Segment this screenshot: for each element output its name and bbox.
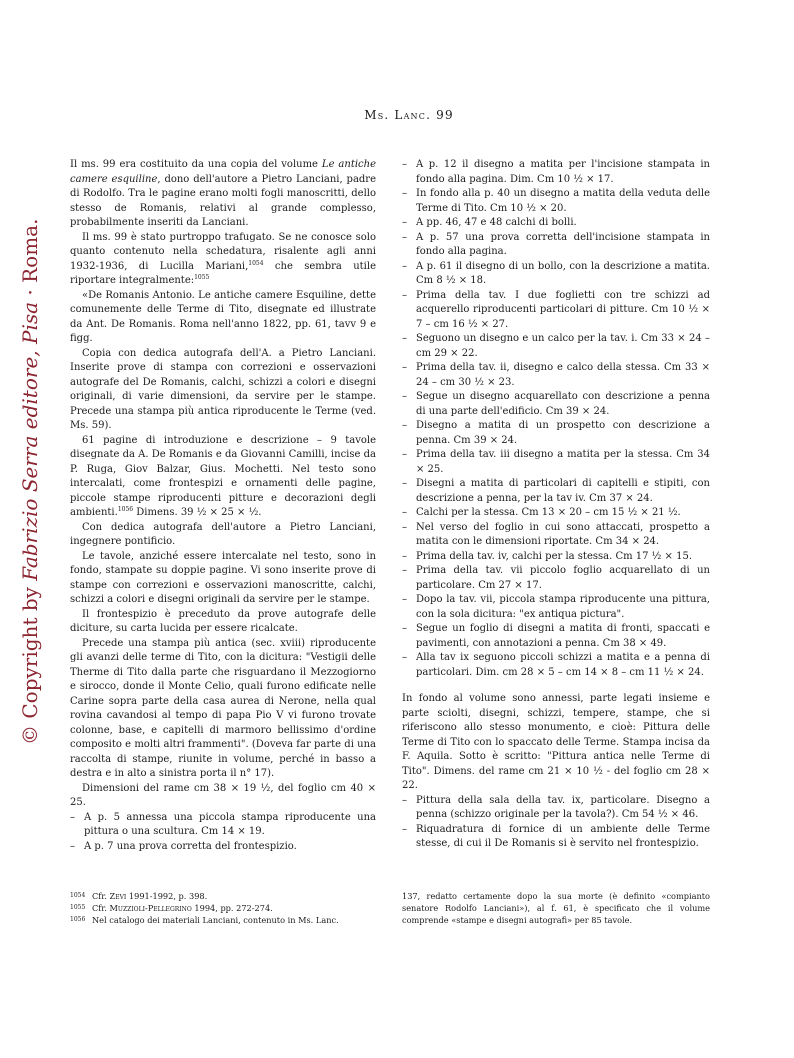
list-item: – Riquadratura di fornice di un ambiente delle Terme stesse, di cui il De Romanis si è servito nel frontespizio. <box>402 823 710 852</box>
footnote: 1055 Cfr. Muzzioli-Pellegrino 1994, pp. 272-274. <box>70 903 273 913</box>
footnote: 1054 Cfr. Zevi 1991-1992, p. 398. <box>70 891 208 901</box>
list-item: – A p. 57 una prova corretta dell'incisione stampata in fondo alla pagina. <box>402 231 710 260</box>
paragraph: Il ms. 99 era costituito da una copia del volume Le antiche camere esquiline, dono dell'autore a Pietro Lanciani, padre di Rodolfo. Tra le pagine erano molti fogli manoscritti, dello stesso de Romanis, relativi al grande complesso, probabilmente inseriti da Lanciani. <box>70 159 377 228</box>
list-item: – A p. 5 annessa una piccola stampa riproducente una pittura o una scultura. Cm 14 × 19. <box>70 811 376 840</box>
paragraph: Dimensioni del rame cm 38 × 19 ½, del foglio cm 40 × 25. <box>70 782 376 808</box>
list-item: – Prima della tav. iv, calchi per la stessa. Cm 17 ½ × 15. <box>402 550 710 565</box>
paragraph: Con dedica autografa dell'autore a Pietro Lanciani, ingegnere pontificio. <box>70 521 376 547</box>
paragraph: 61 pagine di introduzione e descrizione – 9 tavole disegnate da A. De Romanis e da Giovanni Camilli, incise da P. Ruga, Giov Balzar, Gius. Mochetti. Nel testo sono intercalati, come frontespizi e ornamenti delle pagine, piccole stampe riproducenti pitture e decorazioni degli ambienti.$^{1056}$ Dimens. 39 ½ × 25 × ½. <box>70 434 376 518</box>
list-item: – Prima della tav. ii, disegno e calco della stessa. Cm 33 × 24 – cm 30 ½ × 23. <box>402 361 710 390</box>
list-item: – Prima della tav. iii disegno a matita per la stessa. Cm 34 × 25. <box>402 448 710 477</box>
running-head <box>0 108 794 122</box>
footnote-number: 1054 <box>70 892 86 899</box>
footnote-number: 1056 <box>70 916 86 923</box>
list-item: – Prima della tav. vii piccolo foglio acquarellato di un particolare. Cm 27 × 17. <box>402 564 710 593</box>
list-item: – A pp. 46, 47 e 48 calchi di bolli. <box>402 216 710 231</box>
footnote-continuation: 137, redatto certamente dopo la sua morte (è definito «compianto senatore Rodolfo Lanciani»), al f. 61, è specificato che il volume comprende «stampe e disegni autografi» per 85 tavole. <box>402 891 710 925</box>
list-item: – Segue un foglio di disegni a matita di fronti, spaccati e pavimenti, con annotazioni a penna. Cm 38 × 49. <box>402 622 710 651</box>
list-item: – Seguono un disegno e un calco per la tav. i. Cm 33 × 24 – cm 29 × 22. <box>402 332 710 361</box>
paragraph: Il ms. 99 è stato purtroppo trafugato. Se ne conosce solo quanto contenuto nella schedatura, risalente agli anni 1932-1936, di Lucilla Mariani,$^{1054}$ che sembra utile riportare integralmente:$^{1055}$ <box>70 231 376 286</box>
paragraph: Precede una stampa più antica (sec. xviii) riproducente gli avanzi delle terme di Tito, con la dicitura: "Vestigii delle Therme di Tito dalla parte che risguardano il Mezzogiorno e sirocco, donde il Monte Celio, quali furono edificate nelle Carine sopra parte della casa aurea di Nerone, nella qual rovina cavandosi al tempo di papa Pio V vi furono trovate colonne, base, e capitelli di marmoro bellissimo d'ordine composito e molti altri frammenti". (Doveva far parte di una raccolta di stampe, riunite in volume, perché in basso a destra e in alto a sinistra porta il n° 17). <box>70 637 376 779</box>
list-item: – In fondo alla p. 40 un disegno a matita della veduta delle Terme di Tito. Cm 10 ½ × 20. <box>402 187 710 216</box>
right-column <box>402 158 710 852</box>
running-title: Ms. Lanc. 99 <box>364 108 454 122</box>
list-item: – Dopo la tav. vii, piccola stampa riproducente una pittura, con la sola dicitura: "ex antiqua pictura". <box>402 593 710 622</box>
list-item: – A p. 61 il disegno di un bollo, con la descrizione a matita. Cm 8 ½ × 18. <box>402 260 710 289</box>
publisher-name: Fabrizio Serra editore, Pisa <box>18 301 42 581</box>
list-item: – Pittura della sala della tav. ix, particolare. Disegno a penna (schizzo originale per la tavola?). Cm 54 ½ × 46. <box>402 794 710 823</box>
left-column <box>70 158 376 854</box>
paragraph: Il frontespizio è preceduto da prove autografe delle diciture, su carta lucida per essere ricalcate. <box>70 608 376 634</box>
paragraph: Le tavole, anziché essere intercalate nel testo, sono in fondo, stampate su doppie pagine. Vi sono inserite prove di stampe con correzioni e osservazioni manoscritte, calchi, schizzi a colori e disegni originali da servire per le stampe. <box>70 550 376 605</box>
copyright-notice: © Copyright by Fabrizio Serra editore, Pisa · Roma. <box>18 218 42 745</box>
list-item: – Segue un disegno acquarellato con descrizione a penna di una parte dell'edificio. Cm 39 × 24. <box>402 390 710 419</box>
footnotes-left <box>70 890 376 926</box>
list-item: – Prima della tav. I due foglietti con tre schizzi ad acquerello riproducenti particolari di pitture. Cm 10 ½ × 7 – cm 16 ½ × 27. <box>402 289 710 333</box>
list-item: – Disegni a matita di particolari di capitelli e stipiti, con descrizione a penna, per la tav iv. Cm 37 × 24. <box>402 477 710 506</box>
list-item: – Alla tav ix seguono piccoli schizzi a matita e a penna di particolari. Dim. cm 28 × 5 – cm 14 × 8 – cm 11 ½ × 24. <box>402 651 710 680</box>
paragraph: In fondo al volume sono annessi, parte legati insieme e parte sciolti, disegni, schizzi, tempere, stampe, che si riferiscono allo stesso monumento, e cioè: Pittura delle Terme di Tito con lo spaccato delle Terme. Stampa incisa da F. Aquila. Sotto è scritto: "Pittura antica nelle Terme di Tito". Dimens. del rame cm 21 × 10 ½ - del foglio cm 28 × 22. <box>402 693 710 791</box>
list-item: – Disegno a matita di un prospetto con descrizione a penna. Cm 39 × 24. <box>402 419 710 448</box>
footnote-number: 1055 <box>70 904 86 911</box>
paragraph: Copia con dedica autografa dell'A. a Pietro Lanciani. Inserite prove di stampa con correzioni e osservazioni autografe del De Romanis, calchi, schizzi a colori e disegni originali, di varie dimensioni, da servire per le stampe. Precede una stampa più antica riproducente le Terme (ved. Ms. 59). <box>70 347 376 431</box>
list-item: – Nel verso del foglio in cui sono attaccati, prospetto a matita con le dimensioni riportate. Cm 34 × 24. <box>402 521 710 550</box>
paragraph: «De Romanis Antonio. Le antiche camere Esquiline, dette comunemente delle Terme di Tito, disegnate ed illustrate da Ant. De Romanis. Roma nell'anno 1822, pp. 61, tavv 9 e figg. <box>70 289 376 344</box>
list-item: – Calchi per la stessa. Cm 13 × 20 – cm 15 ½ × 21 ½. <box>402 506 710 521</box>
footnote: 1056 Nel catalogo dei materiali Lanciani, contenuto in Ms. Lanc. <box>70 915 339 925</box>
list-item: – A p. 7 una prova corretta del frontespizio. <box>70 840 376 855</box>
list-item: – A p. 12 il disegno a matita per l'incisione stampata in fondo alla pagina. Dim. Cm 10 ½ × 17. <box>402 158 710 187</box>
